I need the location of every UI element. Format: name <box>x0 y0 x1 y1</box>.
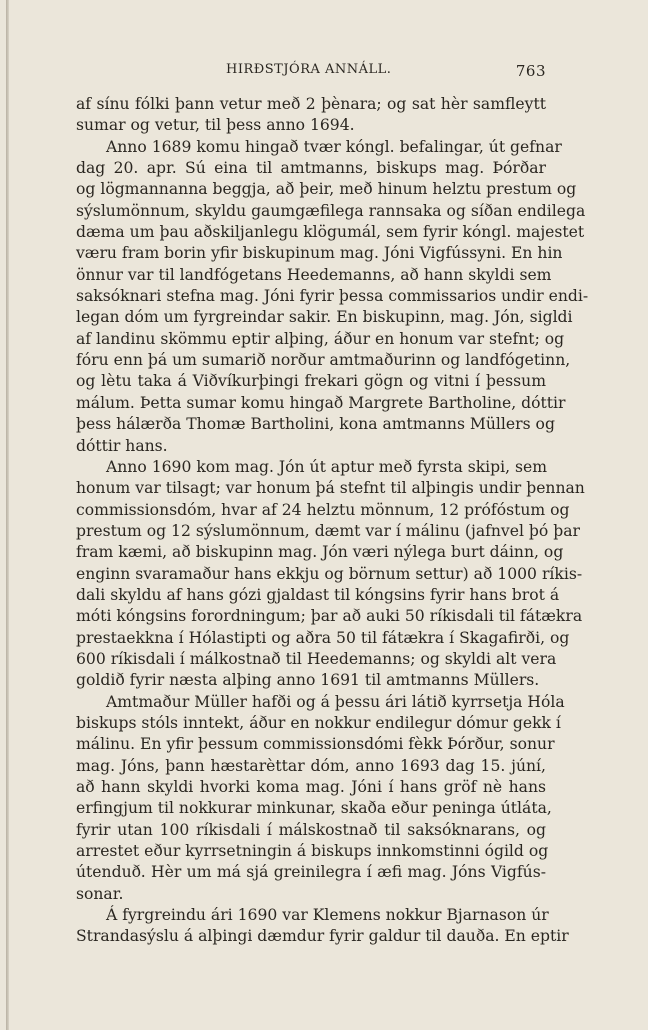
text-line: sumar og vetur, til þess anno 1694. <box>76 116 355 135</box>
page-number: 763 <box>515 62 546 80</box>
text-line: Anno 1689 komu hingað tvær kóngl. befalingar, út gefnar <box>106 137 562 156</box>
text-line: málum. Þetta sumar komu hingað Margrete Bartholine, dóttir <box>76 393 566 412</box>
text-line: sýslumönnum, skyldu gaumgæfilega rannsaka og síðan endilega <box>76 201 586 220</box>
text-line: dæma um þau aðskiljanlegu klögumál, sem fyrir kóngl. majestet <box>76 223 585 242</box>
text-line: saksóknari stefna mag. Jóni fyrir þessa commissarios undir endi- <box>76 287 589 306</box>
text-line: útenduð. Hèr um má sjá greinilegra í æfi mag. Jóns Vigfús- <box>76 863 546 882</box>
text-line: honum var tilsagt; var honum þá stefnt til alþingis undir þennan <box>76 479 585 498</box>
text-line: og lögmannanna beggja, að þeir, með hinum helztu prestum og <box>76 180 577 199</box>
body-text <box>76 94 589 948</box>
text-line: Á fyrgreindu ári 1690 var Klemens nokkur Bjarnason úr <box>106 906 549 925</box>
text-line: fram kæmi, að biskupinn mag. Jón væri nýlega burt dáinn, og <box>76 543 564 562</box>
text-line: væru fram borin yfir biskupinum mag. Jóni Vigfússyni. En hin <box>76 244 563 263</box>
text-line: biskups stóls inntekt, áður en nokkur endilegur dómur gekk í <box>76 713 561 732</box>
text-line: dag 20. apr. Sú eina til amtmanns, biskups mag. Þórðar <box>76 159 546 178</box>
text-line: mag. Jóns, þann hæstarèttar dóm, anno 1693 dag 15. júní, <box>76 756 546 775</box>
text-line: og lètu taka á Viðvíkurþingi frekari gögn og vitni í þessum <box>76 372 546 391</box>
text-line: Anno 1690 kom mag. Jón út aptur með fyrsta skipi, sem <box>106 457 548 476</box>
text-line: goldið fyrir næsta alþing anno 1691 til amtmanns Müllers. <box>76 671 540 690</box>
text-line: commissionsdóm, hvar af 24 helztu mönnum, 12 prófóstum og <box>76 500 570 519</box>
text-line: legan dóm um fyrgreindar sakir. En biskupinn, mag. Jón, sigldi <box>76 308 573 327</box>
text-line: af landinu skömmu eptir alþing, áður en honum var stefnt; og <box>76 329 565 348</box>
text-line: þess hálærða Thomæ Bartholini, kona amtmanns Müllers og <box>76 415 555 434</box>
text-line: af sínu fólki þann vetur með 2 þènara; og sat hèr samfleytt <box>76 95 546 113</box>
text-line: Amtmaður Müller hafði og á þessu ári látið kyrrsetja Hóla <box>106 692 565 711</box>
text-line: erfingjum til nokkurar minkunar, skaða eður peninga útláta, <box>76 799 552 818</box>
text-line: móti kóngsins forordningum; þar að auki 50 ríkisdali til fátækra <box>76 607 583 626</box>
text-line: fyrir utan 100 ríkisdali í málskostnað til saksóknarans, og <box>76 820 546 839</box>
text-line: sonar. <box>76 884 124 903</box>
text-line: prestum og 12 sýslumönnum, dæmt var í málinu (jafnvel þó þar <box>76 521 580 540</box>
text-line: að hann skyldi hvorki koma mag. Jóni í hans gröf nè hans <box>76 778 546 796</box>
page-gutter <box>6 0 9 1030</box>
text-line: 600 ríkisdali í málkostnað til Heedemanns; og skyldi alt vera <box>76 649 557 668</box>
running-title: HIRÐSTJÓRA ANNÁLL. <box>226 62 392 77</box>
text-line: enginn svaramaður hans ekkju og börnum settur) að 1000 ríkis- <box>76 564 583 583</box>
text-line: dali skyldu af hans gózi gjaldast til kóngsins fyrir hans brot á <box>76 585 560 604</box>
text-line: prestaekkna í Hólastipti og aðra 50 til fátækra í Skagafirði, og <box>76 628 570 647</box>
text-line: fóru enn þá um sumarið norður amtmaðurinn og landfógetinn, <box>76 351 571 370</box>
text-line: Strandasýslu á alþingi dæmdur fyrir galdur til dauða. En eptir <box>76 927 569 946</box>
text-line: önnur var til landfógetans Heedemanns, að hann skyldi sem <box>76 265 552 284</box>
text-line: málinu. En yfir þessum commissionsdómi fèkk Þórður, sonur <box>76 735 555 754</box>
text-line: arrestet eður kyrrsetningin á biskups innkomstinni ógild og <box>76 842 549 861</box>
text-line: dóttir hans. <box>76 436 168 455</box>
